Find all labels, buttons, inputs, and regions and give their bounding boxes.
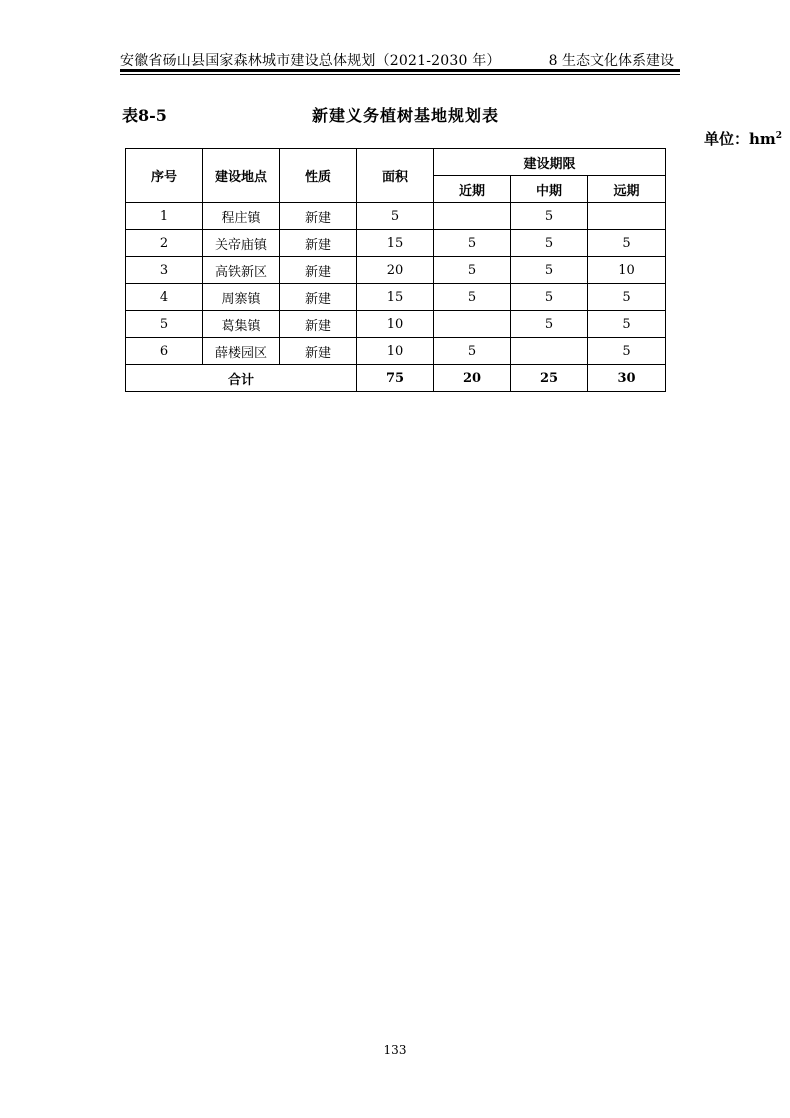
table-total-row [126,365,666,392]
table-row [126,311,666,338]
col-header-location: 建设地点 [203,149,280,203]
cell-nature: 新建 [280,311,357,338]
col-header-mid: 中期 [511,176,588,203]
cell-area: 10 [357,311,434,338]
cell-nature: 新建 [280,230,357,257]
cell-near: 5 [434,338,511,365]
table-row [126,284,666,311]
cell-location: 葛集镇 [203,311,280,338]
cell-near: 5 [434,230,511,257]
table-row [126,257,666,284]
unit-text: 单位：hm [703,130,776,148]
header-rule-thin [120,74,680,75]
cell-far: 5 [588,311,666,338]
col-header-period-group: 建设期限 [434,149,666,176]
planting-base-table [125,148,666,392]
cell-mid: 5 [511,230,588,257]
total-area: 75 [357,365,434,392]
cell-mid: 5 [511,203,588,230]
col-header-seq: 序号 [126,149,203,203]
cell-far [588,203,666,230]
cell-area: 10 [357,338,434,365]
cell-seq: 4 [126,284,203,311]
table-row [126,203,666,230]
cell-area: 15 [357,230,434,257]
cell-area: 5 [357,203,434,230]
cell-mid [511,338,588,365]
cell-nature: 新建 [280,257,357,284]
col-header-far: 远期 [588,176,666,203]
cell-nature: 新建 [280,203,357,230]
cell-location: 程庄镇 [203,203,280,230]
table-caption [122,103,678,127]
col-header-nature: 性质 [280,149,357,203]
cell-seq: 1 [126,203,203,230]
header-chapter-title: 8 生态文化体系建设 [548,53,674,69]
cell-far: 10 [588,257,666,284]
cell-mid: 5 [511,284,588,311]
cell-far: 5 [588,284,666,311]
cell-location: 关帝庙镇 [203,230,280,257]
cell-far: 5 [588,230,666,257]
cell-mid: 5 [511,257,588,284]
table-title: 新建义务植树基地规划表 [312,106,500,125]
cell-near: 5 [434,284,511,311]
cell-seq: 3 [126,257,203,284]
cell-near: 5 [434,257,511,284]
cell-near [434,311,511,338]
cell-location: 高铁新区 [203,257,280,284]
cell-seq: 5 [126,311,203,338]
cell-nature: 新建 [280,284,357,311]
total-far: 30 [588,365,666,392]
cell-area: 20 [357,257,434,284]
header-rule-thick [120,69,680,72]
cell-seq: 6 [126,338,203,365]
page-number: 133 [383,1043,407,1057]
total-mid: 25 [511,365,588,392]
table-row [126,338,666,365]
total-label: 合计 [126,365,357,392]
running-header [120,46,680,68]
table-row [126,230,666,257]
table-unit [704,128,782,149]
table-number: 表8-5 [122,106,167,125]
header-document-title: 安徽省砀山县国家森林城市建设总体规划（2021-2030 年） [120,53,501,69]
cell-mid: 5 [511,311,588,338]
col-header-area: 面积 [357,149,434,203]
cell-area: 15 [357,284,434,311]
cell-far: 5 [588,338,666,365]
col-header-near: 近期 [434,176,511,203]
cell-location: 薛楼园区 [203,338,280,365]
cell-location: 周寨镇 [203,284,280,311]
unit-superscript: 2 [775,131,782,141]
cell-seq: 2 [126,230,203,257]
cell-near [434,203,511,230]
total-near: 20 [434,365,511,392]
cell-nature: 新建 [280,338,357,365]
table-header-row [126,149,666,176]
